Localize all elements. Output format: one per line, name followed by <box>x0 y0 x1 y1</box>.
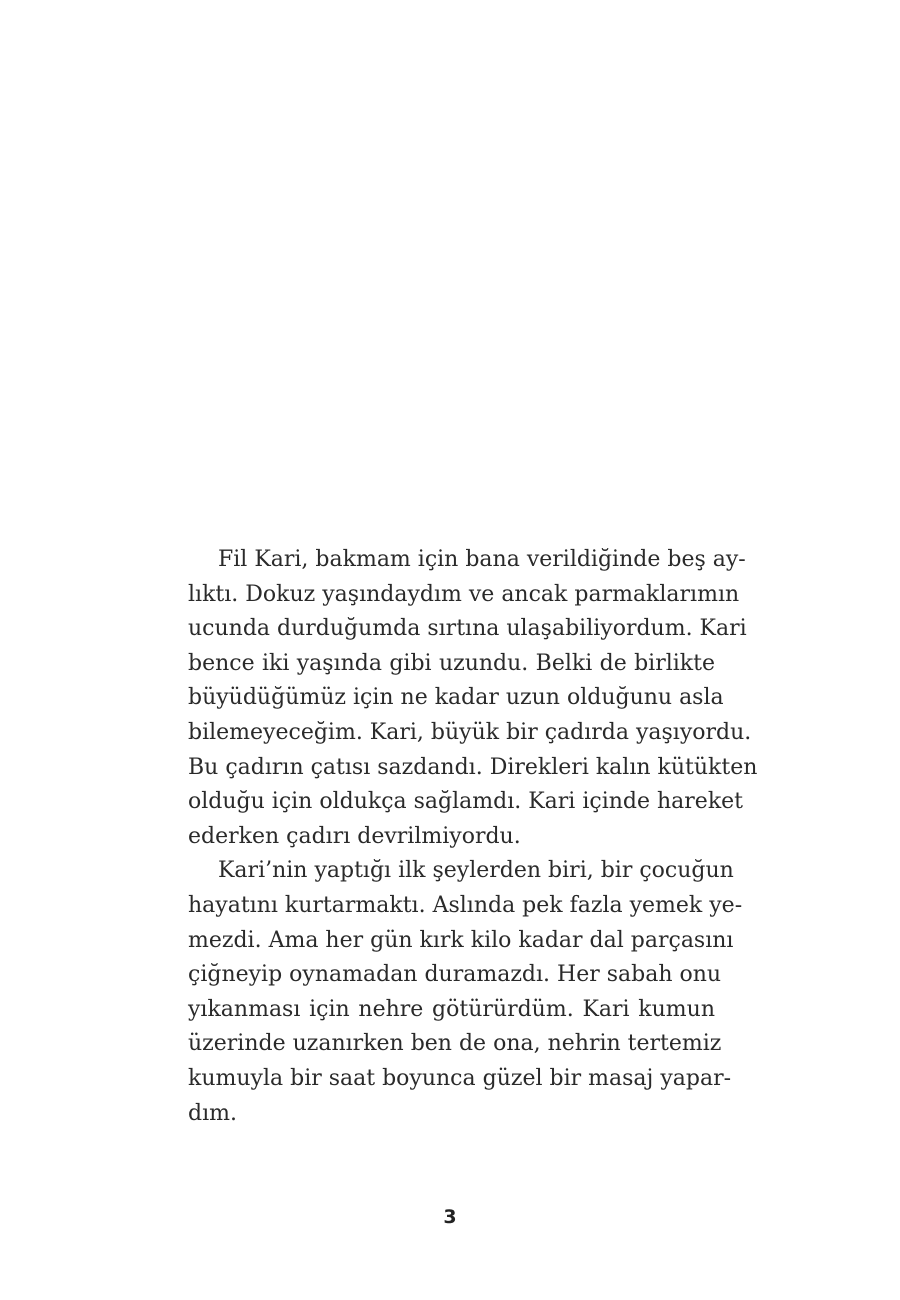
text-line: Fil Kari, bakmam için bana verildiğinde beş ay- <box>218 547 746 572</box>
body-text <box>188 543 758 1131</box>
text-line: bence iki yaşında gibi uzundu. Belki de birlikte <box>188 650 715 676</box>
text-line: olduğu için oldukça sağlamdı. Kari içinde hareket <box>188 789 744 815</box>
text-line: hayatını kurtarmaktı. Aslında pek fazla yemek ye- <box>188 892 743 918</box>
paragraph-2 <box>188 854 743 1131</box>
text-line: yıkanması için nehre götürürdüm. Kari kumun <box>188 996 715 1022</box>
text-line: dım. <box>188 1100 237 1126</box>
paragraph-1 <box>188 543 758 854</box>
text-line: ederken çadırı devrilmiyordu. <box>188 823 521 849</box>
text-line: ucunda durduğumda sırtına ulaşabiliyordum. Kari <box>188 616 747 642</box>
text-line: çiğneyip oynamadan duramazdı. Her sabah onu <box>188 962 722 988</box>
text-line: Kari’nin yaptığı ilk şeylerden biri, bir çocuğun <box>218 858 734 884</box>
text-line: lıktı. Dokuz yaşındaydım ve ancak parmaklarımın <box>188 581 740 607</box>
text-line: büyüdüğümüz için ne kadar uzun olduğunu asla <box>188 685 724 711</box>
text-line: üzerinde uzanırken ben de ona, nehrin tertemiz <box>188 1031 722 1057</box>
text-line: bilemeyeceğim. Kari, büyük bir çadırda yaşıyordu. <box>188 719 752 745</box>
text-line: kumuyla bir saat boyunca güzel bir masaj yapar- <box>188 1065 732 1091</box>
text-line: Bu çadırın çatısı sazdandı. Direkleri kalın kütükten <box>188 754 758 780</box>
text-line: mezdi. Ama her gün kırk kilo kadar dal parçasını <box>188 927 734 953</box>
page-number: 3 <box>443 1206 457 1228</box>
